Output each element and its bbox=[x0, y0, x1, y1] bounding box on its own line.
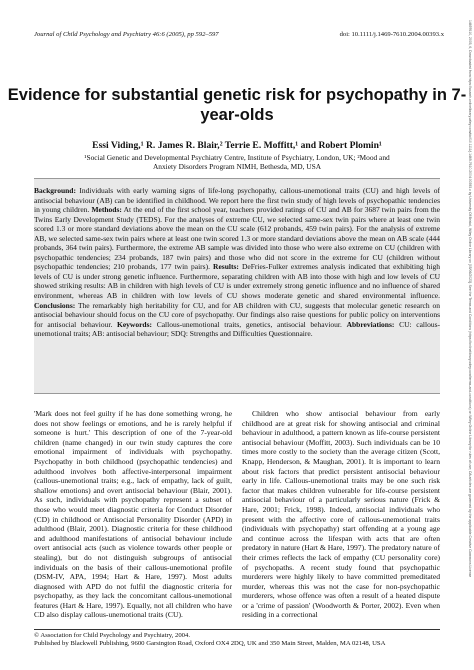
publisher-line: Published by Blackwell Publishing, 9600 Garsington Road, Oxford OX4 2DQ, UK and 350 Main Street, Malden, MA 02148, USA bbox=[34, 640, 386, 648]
abstract-background-text: Individuals with early warning signs of life-long psychopathy, callous-unemotional traits (CU) and high levels of antisocial behaviour (AB) can be identified in childhood. We report here the first twin study of high levels of psychopathic tendencies in young children. bbox=[34, 186, 440, 215]
abstract-conclusions-label: Conclusions: bbox=[34, 300, 76, 310]
abstract-keywords-label: Keywords: bbox=[117, 319, 153, 329]
copyright-line: © Association for Child Psychology and Psychiatry, 2004. bbox=[34, 632, 191, 639]
journal-citation: Journal of Child Psychology and Psychiatry 46:6 (2005), pp 592–597 bbox=[34, 31, 219, 38]
doi: doi: 10.1111/j.1469-7610.2004.00393.x bbox=[339, 31, 444, 38]
body-left-column bbox=[34, 409, 232, 620]
abstract-conclusions-text: The remarkably high heritability for CU, and for AB children with CU, suggests that molecular genetic research on antisocial behaviour should focus on the CU core of psychopathy. Our findings also raise questions for public policy on interventions for antisocial behaviour. bbox=[34, 300, 440, 329]
body-paragraph: Children who show antisocial behaviour from early childhood are at great risk for showing antisocial and criminal behaviour in adulthood, a pattern known as life-course persistent antisocial behaviour (Moffitt, 2003). Such individuals can be 10 times more costly to the society than the average citizen (Scott, Knapp, Henderson, & Maughan, 2001). It is important to learn about risk factors that predict persistent antisocial behaviour early in life. Callous-unemotional traits may be one such risk factor that makes children vulnerable for life-course persistent antisocial behaviour of a particularly serious nature (Frick & Hare, 2001; Frick, 1998). Indeed, antisocial individuals who present with the affective core of callous-unemotional traits (individuals with psychopathy) start offending at a young age and continue across the lifespan with acts that are often predatory in nature (Hart & Hare, 1997). The predatory nature of their crimes reflects the lack of empathy (CU personality core) of psychopaths. A recent study found that psychopathic murderers were highly likely to have committed premeditated murder, whereas this was not the case for non-psychopathic murderers, whose offence was often a result of a heated dispute or a 'crime of passion' (Woodworth & Porter, 2002). Even when residing in a correctional bbox=[242, 409, 440, 620]
abstract-keywords-text: Callous-unemotional traits, genetics, antisocial behaviour. bbox=[152, 319, 347, 329]
abstract-background-label: Background: bbox=[34, 186, 76, 195]
abstract-abbrev-text: CU: callous-unemotional traits; AB: antisocial behaviour; SDQ: Strengths and Difficulties Questionnaire. bbox=[34, 319, 440, 339]
article-title: Evidence for substantial genetic risk for psychopathy in 7-year-olds bbox=[7, 86, 467, 124]
body-right-column bbox=[242, 409, 440, 620]
abstract-methods-text: At the end of the first school year, teachers provided ratings of CU and AB for 3687 twin pairs from the Twins Early Development Study (TEDS). For the analyses of extreme CU, we selected same-sex twin pairs where at least one twin scored 1.3 or more standard deviations above the mean on the CU scale (612 probands, 459 twin pairs). For the analysis of extreme AB, we selected same-sex twin pairs where at least one twin scored 1.3 or more standard deviations above the mean on AB scale (444 probands, 364 twin pairs). Furthermore, the extreme AB sample was divided into those who were also extreme on CU (children with psychopathic tendencies; 234 probands, 187 twin pairs) and those who did not score in the extreme for CU (children without psychopathic tendencies; 210 probands, 177 twin pairs). bbox=[34, 205, 440, 272]
authors: Essi Viding,¹ R. James R. Blair,² Terrie E. Moffitt,¹ and Robert Plomin¹ bbox=[92, 140, 382, 151]
footer bbox=[34, 629, 440, 649]
running-header bbox=[34, 31, 444, 38]
body-paragraph: 'Mark does not feel guilty if he has done something wrong, he does not show feelings or emotions, and he is rarely helpful if someone is hurt.' This description of one of the 7-year-old children (name changed) in our twin study captures the core emotional impairment of individuals with psychopathy. Psychopathy in both childhood (psychopathic tendencies) and adulthood involves both affective-interpersonal impairment (callous-unemotional traits; e.g., lack of empathy, lack of guilt, shallow emotions) and overt antisocial behaviour (Blair, 2001). As such, individuals with psychopathy represent a subset of those who would meet diagnostic criteria for Conduct Disorder (CD) in childhood or Antisocial Personality Disorder (APD) in adulthood (Blair, 2001). Diagnostic criteria for these childhood and adulthood manifestations of antisocial behaviour include overt antisocial acts (such as violence towards other people or stealing), but do not distinguish subgroups of antisocial individuals on the basis of their callous-unemotional profile (DSM-IV, APA, 1994; Hart & Hare, 1997). Most adults diagnosed with APD do not fulfil the diagnostic criteria for psychopathy, as they lack the concomitant callous-unemotional features (Hart & Hare, 1997). Equally, not all children who have CD also display callous-unemotional traits (CU). bbox=[34, 409, 232, 620]
abstract-results-text: DeFries-Fulker extremes analysis indicated that exhibiting high levels of CU is under strong genetic influence. Furthermore, separating children with AB into those with high and low levels of CU showed striking results: AB in children with high levels of CU is under extremely strong genetic influence and no influence of shared environment, whereas AB in children with low levels of CU shows moderate genetic and shared environmental influence. bbox=[34, 262, 440, 301]
abstract bbox=[34, 186, 440, 339]
download-watermark: 14697610, 2005, 6, Downloaded from https://acamh.onlinelibrary.wiley.com/doi/10.1111/j.1469-7610.2004.00393.x by University Of Bristol, Wiley Online Library on [05/06/2023]. See the Terms and Conditions (https://onlinelibrary.wiley.com/terms-and-conditions) on Wiley Online Library for rules of use; OA articles are governed by the applicable Creative Commons License bbox=[468, 20, 472, 578]
abstract-abbrev-label: Abbreviations: bbox=[346, 319, 395, 329]
affiliations: ¹Social Genetic and Developmental Psychiatry Centre, Institute of Psychiatry, London, UK; ²Mood and Anxiety Disorders Program NIMH, Bethesda, MD, USA bbox=[84, 153, 390, 171]
abstract-results-label: Results: bbox=[213, 262, 239, 272]
abstract-methods-label: Methods: bbox=[91, 205, 122, 215]
